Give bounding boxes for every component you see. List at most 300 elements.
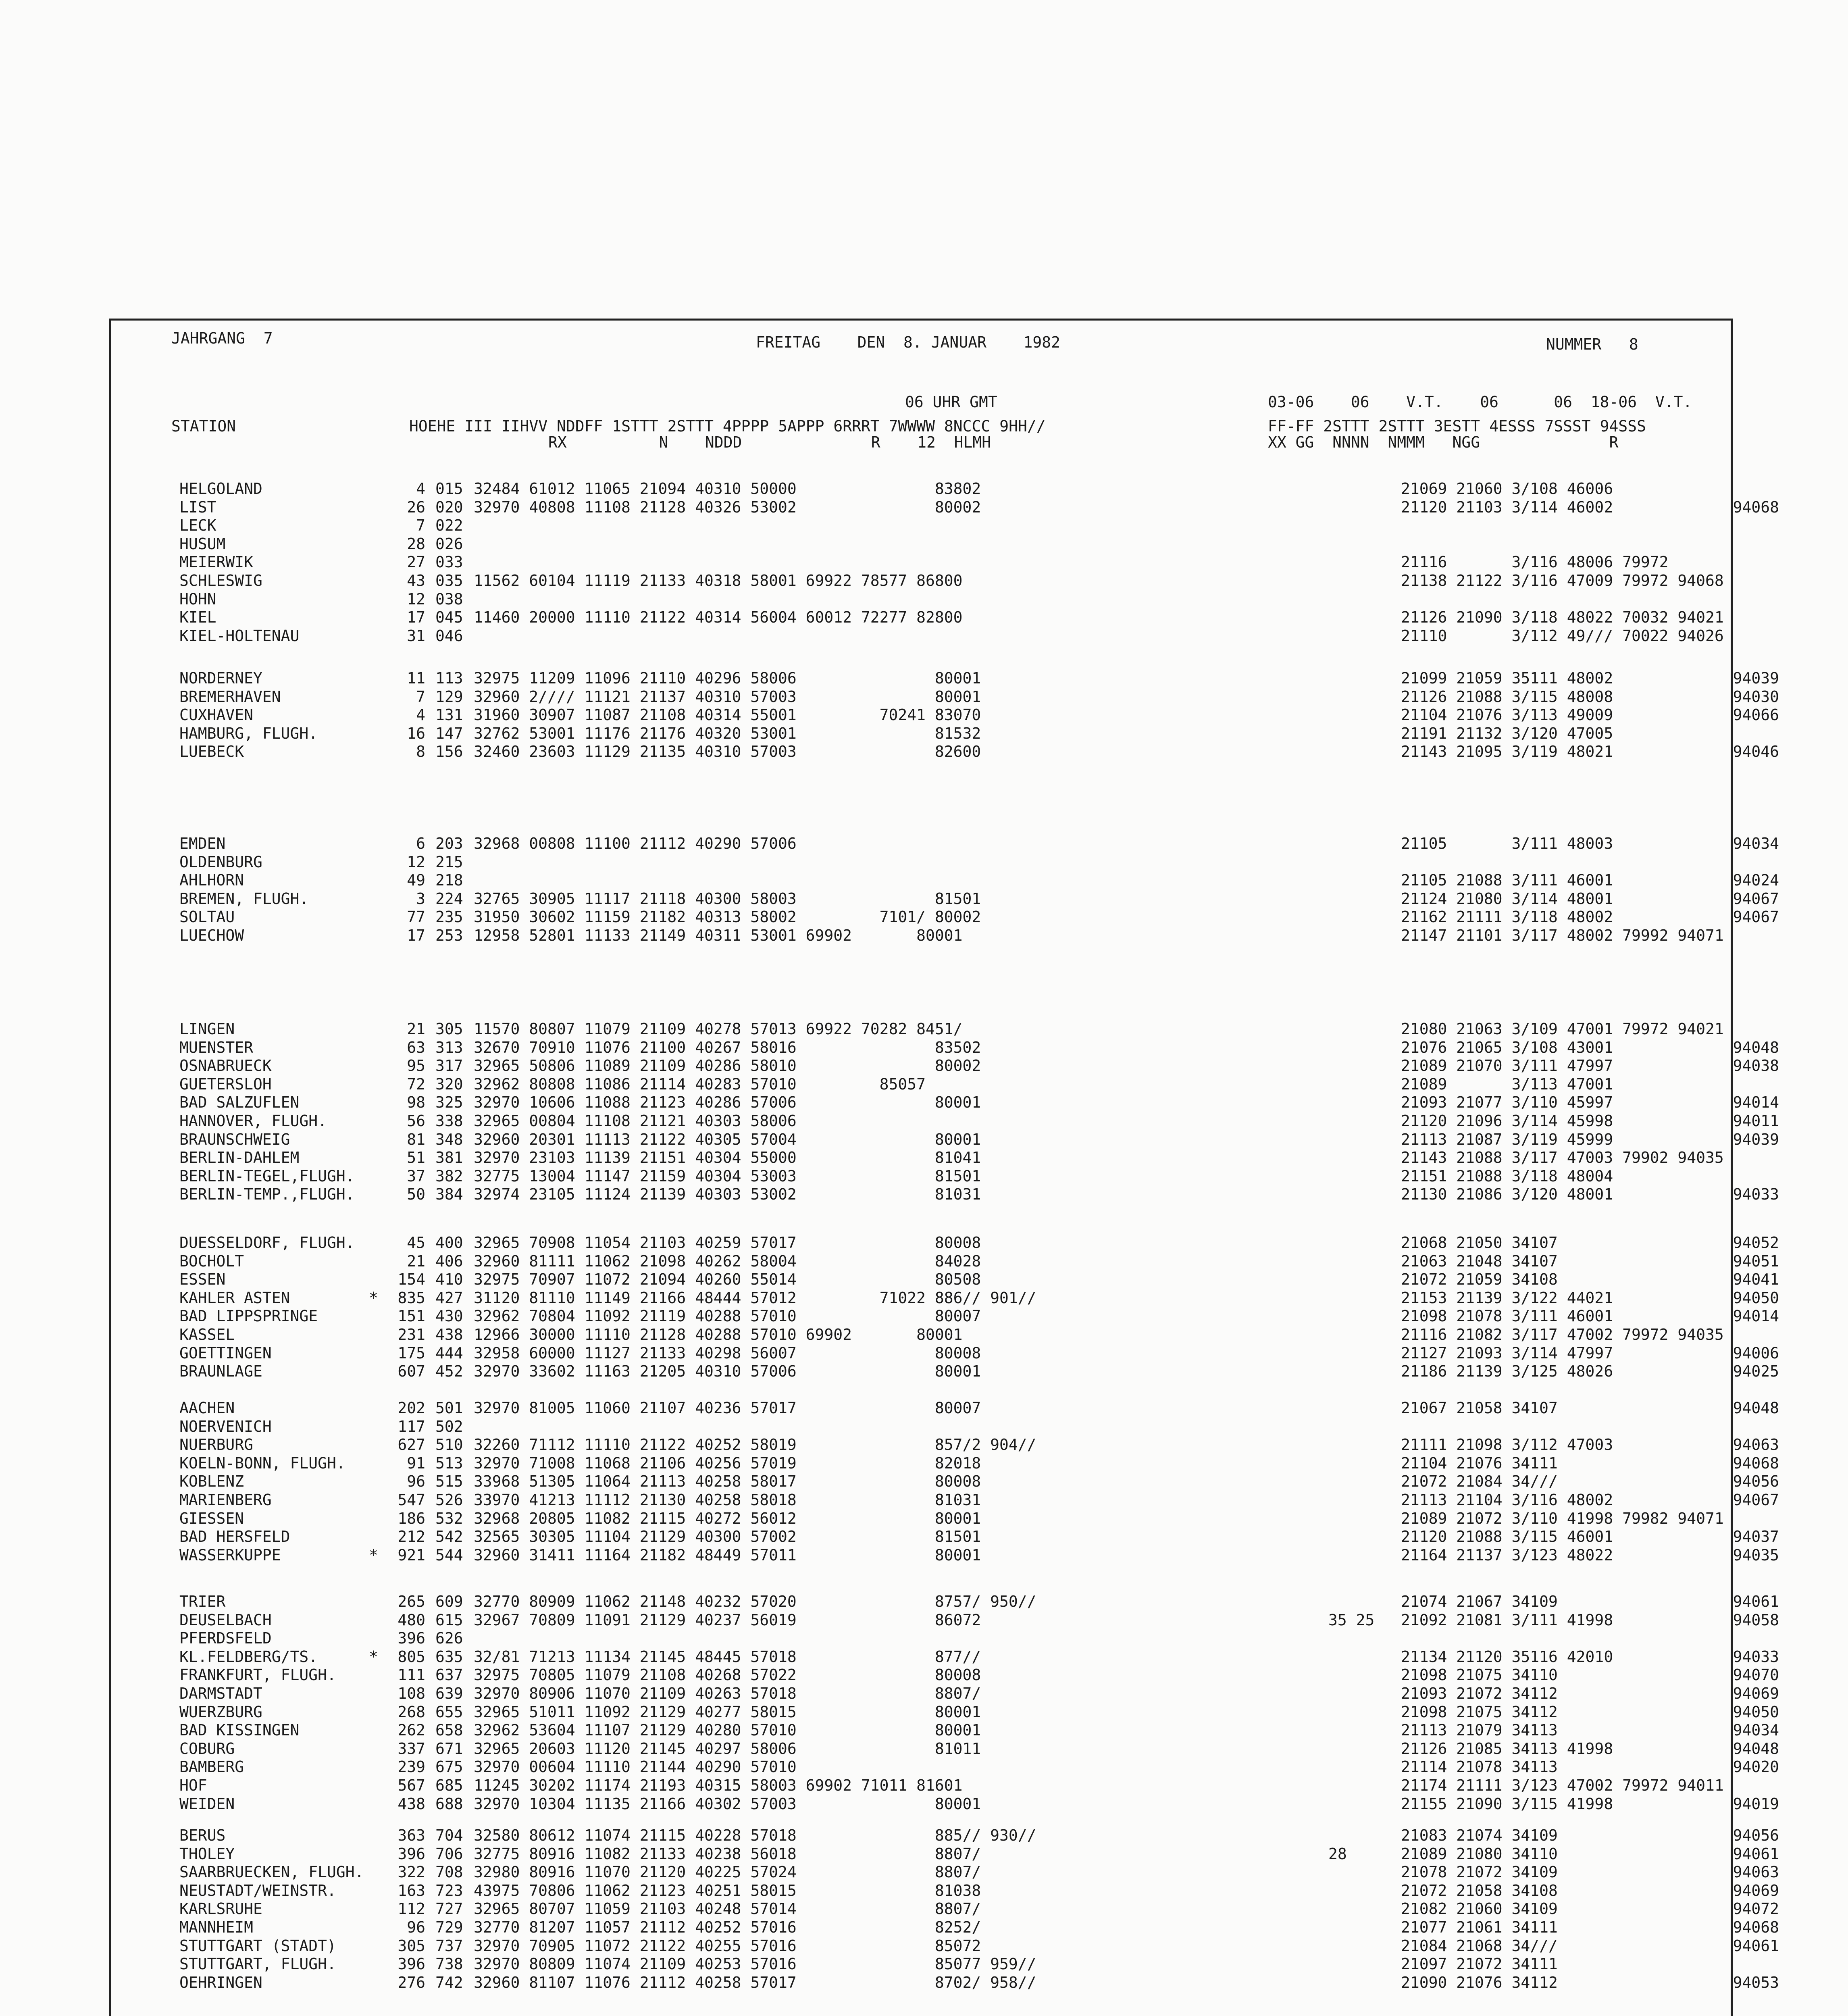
station-row xyxy=(123,1666,1779,1685)
station-group xyxy=(123,480,1779,645)
observation-groups: 32775 13004 11147 21159 40304 53003 81501 xyxy=(474,1167,981,1185)
observation-groups: 32970 80906 11070 21109 40263 57018 8807/ xyxy=(474,1684,981,1702)
extremes-groups: 21089 21072 3/110 41998 79982 94071 xyxy=(1401,1509,1724,1527)
extremes-groups: 21124 21080 3/114 48001 94067 xyxy=(1401,889,1779,908)
extremes-groups: 21082 21060 34109 94072 xyxy=(1401,1900,1779,1918)
station-index: 129 xyxy=(435,687,463,706)
station-height: 305 xyxy=(397,1937,425,1955)
observation-groups: 32975 70907 11072 21094 40260 55014 80508 xyxy=(474,1270,981,1289)
station-height: 567 xyxy=(397,1776,425,1794)
extremes-groups: 21098 21075 34112 94050 xyxy=(1401,1703,1779,1721)
extremes-groups: 21068 21050 34107 94052 xyxy=(1401,1234,1779,1252)
station-height: 7 xyxy=(416,687,425,706)
station-height: 27 xyxy=(407,553,425,571)
station-row xyxy=(123,1167,1715,1186)
station-height: 16 xyxy=(407,724,425,742)
station-name: BOCHOLT xyxy=(179,1252,244,1270)
extremes-groups: 21098 21075 34110 94070 xyxy=(1401,1666,1779,1684)
station-row xyxy=(123,1436,1779,1454)
station-name: GUETERSLOH xyxy=(179,1075,272,1093)
station-height: 231 xyxy=(397,1325,425,1343)
station-name: BAMBERG xyxy=(179,1758,244,1776)
observation-groups: 32960 81111 11062 21098 40262 58004 84028 xyxy=(474,1252,981,1270)
station-name: NOERVENICH xyxy=(179,1417,272,1435)
station-name: THOLEY xyxy=(179,1845,235,1863)
station-row xyxy=(123,1509,1724,1528)
observation-groups: 31950 30602 11159 21182 40313 58002 7101/ 80002 xyxy=(474,908,981,926)
extremes-groups: 21164 21137 3/123 48022 94035 xyxy=(1401,1546,1779,1564)
station-height: 11 xyxy=(407,669,425,687)
station-row xyxy=(123,1252,1779,1271)
station-name: BAD KISSINGEN xyxy=(179,1721,300,1739)
station-index: 515 xyxy=(435,1472,463,1491)
station-height: 98 xyxy=(407,1093,425,1112)
station-index: 325 xyxy=(435,1093,463,1112)
observation-groups: 32970 71008 11068 21106 40256 57019 82018 xyxy=(474,1454,981,1472)
station-name: CUXHAVEN xyxy=(179,706,254,724)
station-height: 154 xyxy=(397,1270,425,1289)
station-row xyxy=(123,1845,1779,1864)
extremes-groups: 21153 21139 3/122 44021 94050 xyxy=(1401,1289,1779,1307)
station-index: 510 xyxy=(435,1436,463,1454)
extremes-groups: 21162 21111 3/118 48002 94067 xyxy=(1401,908,1779,926)
station-index: 737 xyxy=(435,1937,463,1955)
station-index: 639 xyxy=(435,1684,463,1702)
station-height: 111 xyxy=(397,1666,425,1684)
station-index: 026 xyxy=(435,535,463,553)
station-index: 727 xyxy=(435,1900,463,1918)
late-subheader: 03-06 06 V.T. 06 06 18-06 V.T. xyxy=(1268,393,1692,411)
observation-groups: 32975 11209 11096 21110 40296 58006 80001 xyxy=(474,669,981,687)
station-index: 542 xyxy=(435,1528,463,1546)
station-name: KOBLENZ xyxy=(179,1472,244,1491)
station-height: 17 xyxy=(407,926,425,944)
extremes-groups: 21105 21088 3/111 46001 94024 xyxy=(1401,871,1779,889)
station-index: 317 xyxy=(435,1057,463,1075)
station-height: 202 xyxy=(397,1399,425,1417)
station-name: HANNOVER, FLUGH. xyxy=(179,1112,327,1130)
obs-header-line2: RX N NDDD R 12 HLMH xyxy=(548,433,991,451)
extremes-groups: 21084 21068 34/// 94061 xyxy=(1401,1937,1779,1955)
observation-groups: 32968 00808 11100 21112 40290 57006 xyxy=(474,835,797,852)
extremes-groups: 21120 21096 3/114 45998 94011 xyxy=(1401,1112,1779,1130)
station-height: 186 xyxy=(397,1509,425,1527)
extremes-groups: 21111 21098 3/112 47003 94063 xyxy=(1401,1436,1779,1454)
station-index: 438 xyxy=(435,1325,463,1343)
station-row xyxy=(123,743,1779,761)
station-height: 56 xyxy=(407,1112,425,1130)
station-name: KARLSRUHE xyxy=(179,1900,262,1918)
extremes-groups: 21080 21063 3/109 47001 79972 94021 xyxy=(1401,1020,1724,1038)
station-row xyxy=(123,1057,1779,1075)
observation-groups: 31960 30907 11087 21108 40314 55001 70241 83070 xyxy=(474,706,981,724)
station-index: 532 xyxy=(435,1509,463,1527)
observation-groups: 32260 71112 11110 21122 40252 58019 857/2 904// xyxy=(474,1436,1036,1454)
extremes-groups: 21116 3/116 48006 79972 xyxy=(1401,553,1669,571)
station-row xyxy=(123,1973,1779,1992)
observation-groups: 32770 80909 11062 21148 40232 57020 8757/ 950// xyxy=(474,1593,1036,1610)
station-row xyxy=(123,1826,1779,1845)
station-height: 805 xyxy=(397,1647,425,1666)
station-height: 77 xyxy=(407,908,425,926)
observation-groups: 32970 40808 11108 21128 40326 53002 80002 xyxy=(474,498,981,516)
station-name: ESSEN xyxy=(179,1270,226,1289)
station-height: 12 xyxy=(407,590,425,608)
observation-groups: 33970 41213 11112 21130 40258 58018 81031 xyxy=(474,1491,981,1509)
station-header: STATION xyxy=(171,417,236,435)
station-height: 72 xyxy=(407,1075,425,1093)
station-index: 501 xyxy=(435,1399,463,1417)
station-row xyxy=(123,1776,1724,1795)
observation-groups: 32970 33602 11163 21205 40310 57006 80001 xyxy=(474,1362,981,1381)
station-name: HUSUM xyxy=(179,535,226,553)
station-height: 108 xyxy=(397,1684,425,1702)
station-row xyxy=(123,627,1724,646)
observation-groups: 43975 70806 11062 21123 40251 58015 81038 xyxy=(474,1881,981,1899)
station-name: TRIER xyxy=(179,1593,226,1610)
observation-groups: 32775 80916 11082 21133 40238 56018 8807/ xyxy=(474,1845,981,1863)
station-name: LUEBECK xyxy=(179,743,244,761)
station-index: 224 xyxy=(435,889,463,908)
station-name: FRANKFURT, FLUGH. xyxy=(179,1666,336,1684)
station-row xyxy=(123,1703,1779,1722)
extremes-groups: 21130 21086 3/120 48001 94033 xyxy=(1401,1185,1779,1204)
observation-groups: 31120 81110 11149 21166 48444 57012 71022 886// 901// xyxy=(474,1289,1036,1307)
station-row xyxy=(123,1955,1715,1974)
station-row xyxy=(123,480,1715,498)
extremes-groups: 21127 21093 3/114 47997 94006 xyxy=(1401,1344,1779,1362)
extremes-groups: 21104 21076 34111 94068 xyxy=(1401,1454,1779,1472)
station-row xyxy=(123,1130,1779,1149)
station-name: HAMBURG, FLUGH. xyxy=(179,724,318,742)
station-row xyxy=(123,908,1779,927)
station-name: OSNABRUECK xyxy=(179,1057,272,1075)
station-row xyxy=(123,1185,1779,1204)
station-name: NEUSTADT/WEINSTR. xyxy=(179,1881,336,1899)
station-name: BAD SALZUFLEN xyxy=(179,1093,300,1112)
observation-groups: 32960 81107 11076 21112 40258 57017 8702/ 958// xyxy=(474,1973,1036,1991)
station-row xyxy=(123,1399,1779,1418)
station-row xyxy=(123,1234,1779,1252)
station-name: BERLIN-DAHLEM xyxy=(179,1149,300,1167)
station-index: 513 xyxy=(435,1454,463,1472)
station-index: 406 xyxy=(435,1252,463,1270)
extremes-groups: 21143 21088 3/117 47003 79902 94035 xyxy=(1401,1149,1724,1167)
station-name: HOF xyxy=(179,1776,207,1794)
station-name: KASSEL xyxy=(179,1325,235,1343)
observation-groups: 32974 23105 11124 21139 40303 53002 81031 xyxy=(474,1185,981,1204)
station-group xyxy=(123,669,1779,761)
station-height: 6 xyxy=(416,835,425,852)
observation-groups: 32980 80916 11070 21120 40225 57024 8807/ xyxy=(474,1863,981,1881)
station-height: 91 xyxy=(407,1454,425,1472)
extremes-groups: 21114 21078 34113 94020 xyxy=(1401,1758,1779,1776)
observation-groups: 32960 2//// 11121 21137 40310 57003 80001 xyxy=(474,687,981,706)
observation-groups: 32965 50806 11089 21109 40286 58010 80002 xyxy=(474,1057,981,1075)
station-height: 363 xyxy=(397,1826,425,1844)
station-index: 045 xyxy=(435,608,463,627)
station-name: LECK xyxy=(179,516,216,535)
station-row xyxy=(123,1020,1724,1039)
weather-report-sheet xyxy=(109,319,1779,2016)
station-index: 427 xyxy=(435,1289,463,1307)
station-row xyxy=(123,1918,1779,1937)
station-name: HOHN xyxy=(179,590,216,608)
report-date: FREITAG DEN 8. JANUAR 1982 xyxy=(756,333,1060,351)
station-height: 921 xyxy=(397,1546,425,1564)
station-height: 31 xyxy=(407,627,425,645)
station-group xyxy=(123,1234,1779,1381)
station-height: 268 xyxy=(397,1703,425,1721)
station-name: SAARBRUECKEN, FLUGH. xyxy=(179,1863,364,1881)
station-index: 704 xyxy=(435,1826,463,1844)
station-height: 438 xyxy=(397,1795,425,1813)
station-name: BREMERHAVEN xyxy=(179,687,281,706)
observation-groups: 32962 80808 11086 21114 40283 57010 85057 xyxy=(474,1075,926,1093)
station-name: MARIENBERG xyxy=(179,1491,272,1509)
observation-groups: 32580 80612 11074 21115 40228 57018 885// 930// xyxy=(474,1826,1036,1844)
station-height: 49 xyxy=(407,871,425,889)
station-name: MUENSTER xyxy=(179,1038,254,1056)
station-index: 742 xyxy=(435,1973,463,1991)
extremes-groups: 21113 21087 3/119 45999 94039 xyxy=(1401,1130,1779,1148)
extremes-groups: 21077 21061 34111 94068 xyxy=(1401,1918,1779,1936)
jahrgang-label: JAHRGANG 7 xyxy=(171,329,273,347)
observation-groups: 32967 70809 11091 21129 40237 56019 86072 xyxy=(474,1611,981,1629)
extremes-groups: 21138 21122 3/116 47009 79972 94068 xyxy=(1401,571,1724,589)
extremes-groups: 21126 21085 34113 41998 94048 xyxy=(1401,1739,1779,1758)
observation-groups: 32765 30905 11117 21118 40300 58003 81501 xyxy=(474,889,981,908)
station-name: BRAUNSCHWEIG xyxy=(179,1130,290,1148)
extremes-groups: 21072 21059 34108 94041 xyxy=(1401,1270,1779,1289)
station-index: 218 xyxy=(435,871,463,889)
extremes-groups: 21076 21065 3/108 43001 94048 xyxy=(1401,1038,1779,1056)
station-name: AHLHORN xyxy=(179,871,244,889)
station-index: 381 xyxy=(435,1149,463,1167)
station-index: 147 xyxy=(435,724,463,742)
station-index: 038 xyxy=(435,590,463,608)
station-index: 609 xyxy=(435,1593,463,1610)
observation-groups: 32970 10606 11088 21123 40286 57006 80001 xyxy=(474,1093,981,1112)
extremes-groups: 21072 21084 34/// 94056 xyxy=(1401,1472,1779,1491)
station-row xyxy=(123,926,1724,945)
observation-groups: 32970 81005 11060 21107 40236 57017 80007 xyxy=(474,1399,981,1417)
station-name: BRAUNLAGE xyxy=(179,1362,262,1381)
station-row xyxy=(123,1758,1779,1776)
station-height: 26 xyxy=(407,498,425,516)
station-index: 320 xyxy=(435,1075,463,1093)
station-height: 627 xyxy=(397,1436,425,1454)
station-name: MANNHEIM xyxy=(179,1918,254,1936)
observation-groups: 32965 20603 11120 21145 40297 58006 81011 xyxy=(474,1739,981,1758)
station-index: 444 xyxy=(435,1344,463,1362)
station-height: 96 xyxy=(407,1918,425,1936)
station-index: 035 xyxy=(435,571,463,589)
observation-groups: 32970 80809 11074 21109 40253 57016 85077 959// xyxy=(474,1955,1036,1973)
station-index: 452 xyxy=(435,1362,463,1381)
station-row xyxy=(123,1721,1779,1740)
station-height: 337 xyxy=(397,1739,425,1758)
station-height: 96 xyxy=(407,1472,425,1491)
station-group xyxy=(123,1593,1779,1813)
station-height: 265 xyxy=(397,1593,425,1610)
station-row xyxy=(123,1472,1779,1491)
station-index: 708 xyxy=(435,1863,463,1881)
station-row xyxy=(123,1881,1779,1900)
extremes-groups: 21147 21101 3/117 48002 79992 94071 xyxy=(1401,926,1724,944)
extremes-groups: 21191 21132 3/120 47005 xyxy=(1401,724,1613,742)
station-index: 400 xyxy=(435,1234,463,1252)
station-row xyxy=(123,1528,1779,1546)
station-index: 382 xyxy=(435,1167,463,1185)
station-height: 163 xyxy=(397,1881,425,1899)
station-name: BERLIN-TEMP.,FLUGH. xyxy=(179,1185,355,1204)
extremes-groups: 21116 21082 3/117 47002 79972 94035 xyxy=(1401,1325,1724,1343)
station-name: NORDERNEY xyxy=(179,669,262,687)
station-name: DUESSELDORF, FLUGH. xyxy=(179,1234,355,1252)
station-row xyxy=(123,1684,1779,1703)
station-name: HELGOLAND xyxy=(179,480,262,498)
observation-groups: 32965 70908 11054 21103 40259 57017 80008 xyxy=(474,1234,981,1252)
station-row xyxy=(123,1593,1779,1611)
station-name: PFERDSFELD xyxy=(179,1629,272,1647)
station-name: STUTTGART (STADT) xyxy=(179,1937,336,1955)
station-row xyxy=(123,1491,1779,1510)
station-row xyxy=(123,1038,1779,1057)
station-index: 113 xyxy=(435,669,463,687)
station-row xyxy=(123,1739,1779,1758)
station-row xyxy=(123,706,1779,725)
station-name: WEIDEN xyxy=(179,1795,235,1813)
observation-groups: 32484 61012 11065 21094 40310 50000 83802 xyxy=(474,480,981,498)
station-height: 43 xyxy=(407,571,425,589)
station-height: 396 xyxy=(397,1629,425,1647)
station-name: BAD LIPPSPRINGE xyxy=(179,1307,318,1325)
extremes-groups: 21063 21048 34107 94051 xyxy=(1401,1252,1779,1270)
observation-groups: 12958 52801 11133 21149 40311 53001 69902 80001 xyxy=(474,926,963,944)
station-row xyxy=(123,1307,1779,1326)
extremes-groups: 21126 21088 3/115 48008 94030 xyxy=(1401,687,1779,706)
station-name: GIESSEN xyxy=(179,1509,244,1527)
station-height: 3 xyxy=(416,889,425,908)
station-index: 253 xyxy=(435,926,463,944)
station-group xyxy=(123,1826,1779,1992)
station-name: BERLIN-TEGEL,FLUGH. xyxy=(179,1167,355,1185)
extremes-groups: 21099 21059 35111 48002 94039 xyxy=(1401,669,1779,687)
mountain-marker: * xyxy=(369,1546,378,1564)
extremes-groups: 21090 21076 34112 94053 xyxy=(1401,1973,1779,1991)
station-group xyxy=(123,1020,1779,1204)
station-index: 685 xyxy=(435,1776,463,1794)
wind-gust-groups: 35 25 xyxy=(1328,1611,1375,1629)
observation-groups: 32770 81207 11057 21112 40252 57016 8252/ xyxy=(474,1918,981,1936)
observation-groups: 33968 51305 11064 21113 40258 58017 80008 xyxy=(474,1472,981,1491)
observation-groups: 32/81 71213 11134 21145 48445 57018 877// xyxy=(474,1647,981,1666)
station-row xyxy=(123,1362,1779,1381)
station-row xyxy=(123,1289,1779,1308)
station-row xyxy=(123,687,1779,706)
observation-groups: 32962 53604 11107 21129 40280 57010 80001 xyxy=(474,1721,981,1739)
observation-groups: 11460 20000 11110 21122 40314 56004 60012 72277 82800 xyxy=(474,608,963,627)
station-row xyxy=(123,498,1779,517)
station-index: 502 xyxy=(435,1417,463,1435)
station-height: 12 xyxy=(407,853,425,871)
extremes-groups: 21120 21103 3/114 46002 94068 xyxy=(1401,498,1779,516)
station-row xyxy=(123,1611,1779,1630)
wind-gust-groups: 28 xyxy=(1328,1845,1347,1863)
late-header-line1: FF-FF 2STTT 2STTT 3ESTT 4ESSS 7SSST 94SSS xyxy=(1268,417,1646,435)
station-row xyxy=(123,1344,1779,1363)
station-index: 015 xyxy=(435,480,463,498)
station-name: KL.FELDBERG/TS. xyxy=(179,1647,318,1666)
station-name: BERUS xyxy=(179,1826,226,1844)
station-row xyxy=(123,1112,1779,1131)
station-index: 729 xyxy=(435,1918,463,1936)
station-row xyxy=(123,1629,1715,1648)
extremes-groups: 21097 21072 34111 xyxy=(1401,1955,1558,1973)
station-name: LIST xyxy=(179,498,216,516)
observation-groups: 32970 10304 11135 21166 40302 57003 80001 xyxy=(474,1795,981,1813)
station-index: 131 xyxy=(435,706,463,724)
station-name: MEIERWIK xyxy=(179,553,254,571)
observation-groups: 32970 70905 11072 21122 40255 57016 85072 xyxy=(474,1937,981,1955)
issue-number: NUMMER 8 xyxy=(1546,335,1638,353)
station-index: 526 xyxy=(435,1491,463,1509)
observation-groups: 32970 00604 11110 21144 40290 57010 xyxy=(474,1758,797,1776)
extremes-groups: 21089 21080 34110 94061 xyxy=(1401,1845,1779,1863)
station-name: KIEL xyxy=(179,608,216,627)
station-height: 151 xyxy=(397,1307,425,1325)
extremes-groups: 21151 21088 3/118 48004 xyxy=(1401,1167,1613,1185)
station-name: OLDENBURG xyxy=(179,853,262,871)
station-index: 635 xyxy=(435,1647,463,1666)
station-name: OEHRINGEN xyxy=(179,1973,262,1991)
station-row xyxy=(123,1900,1779,1918)
station-height: 28 xyxy=(407,535,425,553)
station-row xyxy=(123,669,1779,688)
station-row xyxy=(123,1075,1715,1094)
station-height: 7 xyxy=(416,516,425,535)
extremes-groups: 21134 21120 35116 42010 94033 xyxy=(1401,1647,1779,1666)
observation-groups: 32960 31411 11164 21182 48449 57011 80001 xyxy=(474,1546,981,1564)
observation-groups: 32975 70805 11079 21108 40268 57022 80008 xyxy=(474,1666,981,1684)
station-index: 626 xyxy=(435,1629,463,1647)
extremes-groups: 21126 21090 3/118 48022 70032 94021 xyxy=(1401,608,1724,627)
station-row xyxy=(123,1937,1779,1956)
station-height: 322 xyxy=(397,1863,425,1881)
station-row xyxy=(123,1454,1779,1473)
station-row xyxy=(123,871,1779,890)
station-height: 112 xyxy=(397,1900,425,1918)
station-index: 723 xyxy=(435,1881,463,1899)
station-index: 384 xyxy=(435,1185,463,1204)
station-height: 21 xyxy=(407,1252,425,1270)
station-index: 706 xyxy=(435,1845,463,1863)
extremes-groups: 21174 21111 3/123 47002 79972 94011 xyxy=(1401,1776,1724,1794)
station-name: SOLTAU xyxy=(179,908,235,926)
extremes-groups: 21072 21058 34108 94069 xyxy=(1401,1881,1779,1899)
extremes-groups: 21069 21060 3/108 46006 xyxy=(1401,480,1613,498)
station-row xyxy=(123,1863,1779,1882)
station-name: COBURG xyxy=(179,1739,235,1758)
observation-groups: 32958 60000 11127 21133 40298 56007 80008 xyxy=(474,1344,981,1362)
station-height: 547 xyxy=(397,1491,425,1509)
station-height: 37 xyxy=(407,1167,425,1185)
obs-header-line1: HOEHE III IIHVV NDDFF 1STTT 2STTT 4PPPP 5APPP 6RRRT 7WWWW 8NCCC 9HH// xyxy=(409,417,1046,435)
station-row xyxy=(123,1795,1779,1814)
observation-groups: 32565 30305 11104 21129 40300 57002 81501 xyxy=(474,1528,981,1546)
station-index: 215 xyxy=(435,853,463,871)
